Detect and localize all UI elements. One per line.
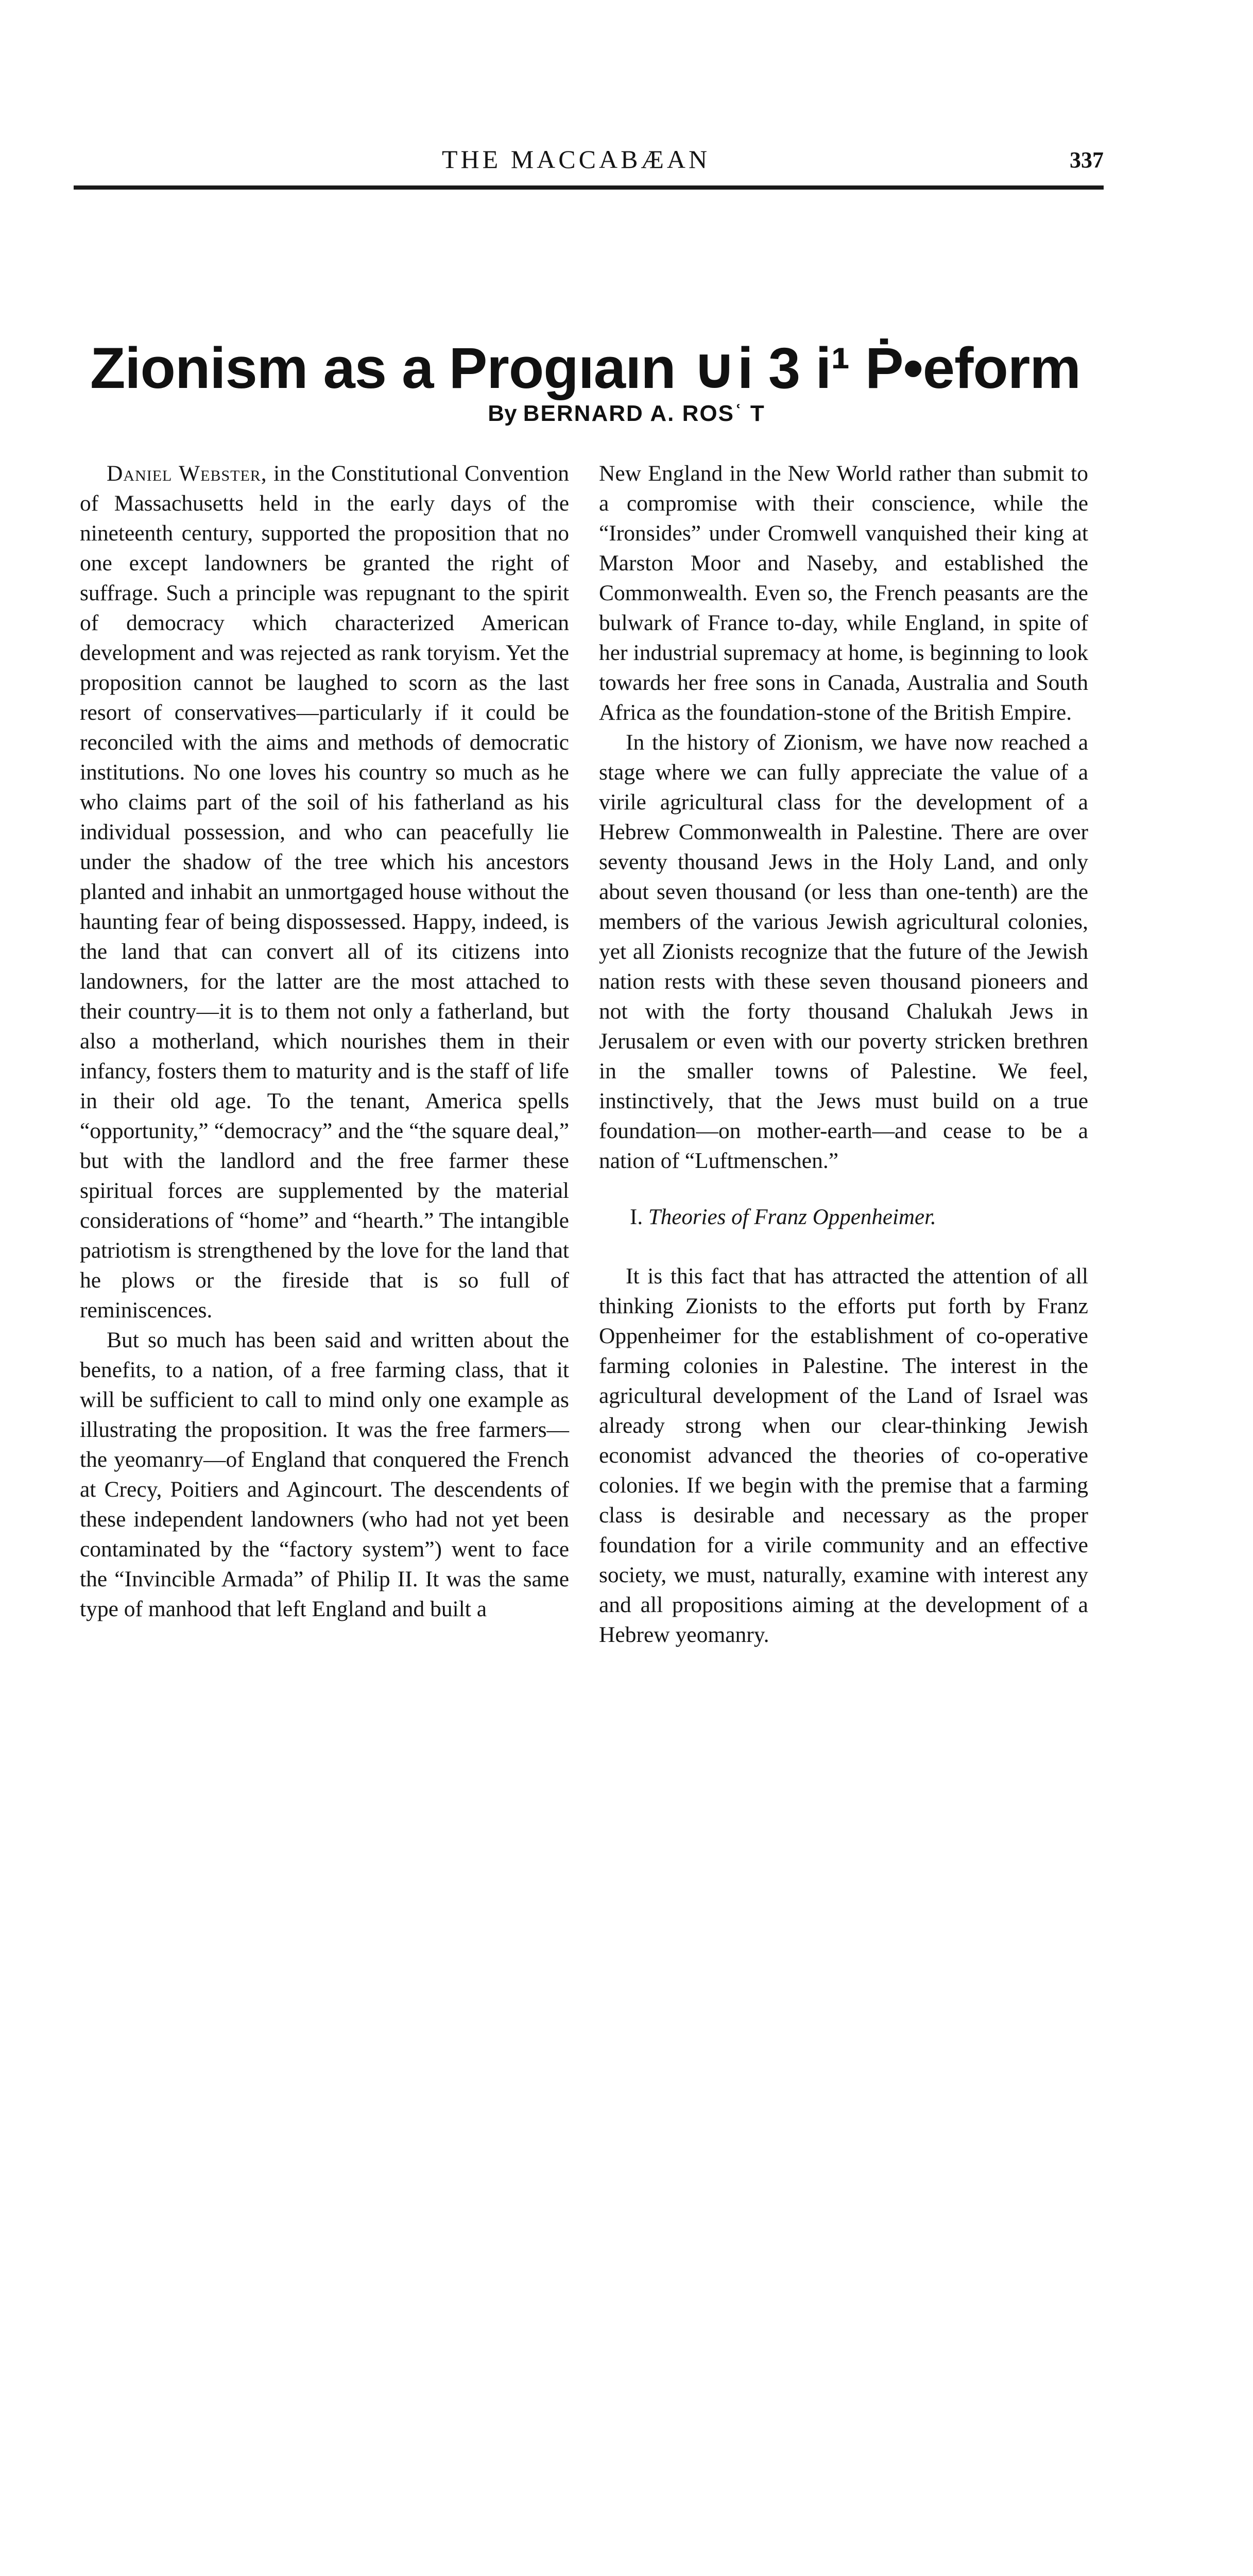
running-head: THE MACCABÆAN [442, 145, 711, 174]
byline-prefix: By [488, 401, 517, 426]
right-column [599, 459, 1088, 1650]
byline [0, 401, 1253, 427]
article-title: Zionism as a Progıaın ∪i 3 i¹ Ṗ•eform [90, 336, 1080, 401]
right-paragraph-1: New England in the New World rather than submit to a compromise with their conscience, while the “Ironsides” under Cromwell vanquished their king at Marston Moor and Naseby, and established the Commonwealth. Even so, the French peasants are the bulwark of France to-day, while England, in spite of her industrial supremacy at home, is beginning to look towards her free sons in Canada, Australia and South Africa as the foundation-stone of the British Empire. [599, 461, 1088, 725]
page-number: 337 [1070, 147, 1104, 173]
author-name: BERNARD A. ROSʿ T [523, 401, 765, 426]
right-paragraph-3: It is this fact that has attracted the attention of all thinking Zionists to the efforts put forth by Franz Oppenheimer for the establishment of co-operative farming colonies in Palestine. The interest in the agricultural development of the Land of Israel was already strong when our clear-thinking Jewish economist advanced the theories of co-operative colonies. If we begin with the premise that a farming class is desirable and necessary as the proper foundation for a virile community and an effective society, we must, naturally, examine with interest any and all propositions aiming at the development of a Hebrew yeomanry. [599, 1264, 1088, 1647]
header-rule [74, 185, 1104, 190]
page-footer [0, 1973, 1253, 2061]
left-column [80, 459, 569, 1624]
opening-name: Daniel Webster, [107, 461, 267, 486]
left-paragraph-1-text: in the Constitutional Convention of Massachusetts held in the early days of the nineteenth century, supported the proposition that no one except landowners be granted the right of suffrage. Such a principle was repugnant to the spirit of democracy which characterized American development and was rejected as rank toryism. Yet the proposition cannot be laughed to scorn as the last resort of conservatives—particularly if it could be reconciled with the aims and methods of democratic institutions. No one loves his country so much as he who claims part of the soil of his fatherland as his individual possession, and who can peacefully lie under the shadow of the tree which his ancestors planted and inhabit an unmortgaged house without the haunting fear of being dispossessed. Happy, indeed, is the land that can convert all of its citizens into landowners, for the latter are the most attached to their country—it is to them not only a fatherland, but also a motherland, which nourishes them in their infancy, fosters them to maturity and is the staff of life in their old age. To the tenant, America spells “opportunity,” “democracy” and the “the square deal,” but with the landlord and the free farmer these spiritual forces are supplemented by the material considerations of “home” and “hearth.” The intangible patriotism is strengthened by the love for the land that he plows or the fireside that is so full of reminiscences. [80, 461, 569, 1323]
left-paragraph-1 [80, 459, 569, 1325]
section-heading [599, 1202, 1088, 1232]
section-title: Theories of Franz Oppenheimer. [648, 1205, 936, 1229]
right-paragraph-2: In the history of Zionism, we have now reached a stage where we can fully appreciate the value of a virile agricultural class for the development of a Hebrew Commonwealth in Palestine. There are over seventy thousand Jews in the Holy Land, and only about seven thousand (or less than one-tenth) are the members of the various Jewish agricultural colonies, yet all Zionists recognize that the future of the Jewish nation rests with these seven thousand pioneers and not with the forty thousand Chalukah Jews in Jerusalem or even with our poverty stricken brethren in the smaller towns of Palestine. We feel, instinctively, that the Jews must build on a true foundation—on mother-earth—and cease to be a nation of “Luftmenschen.” [599, 730, 1088, 1173]
left-paragraph-2: But so much has been said and written about the benefits, to a nation, of a free farming class, that it will be sufficient to call to mind only one example as illustrating the proposition. It was the free farmers—the yeomanry—of England that conquered the French at Crecy, Poitiers and Agincourt. The descendents of these independent landowners (who had not yet been contaminated by the “factory system”) went to face the “Invincible Armada” of Philip II. It was the same type of manhood that left England and built a [80, 1328, 569, 1621]
section-number: I. [630, 1205, 643, 1229]
page-header [0, 0, 1253, 196]
